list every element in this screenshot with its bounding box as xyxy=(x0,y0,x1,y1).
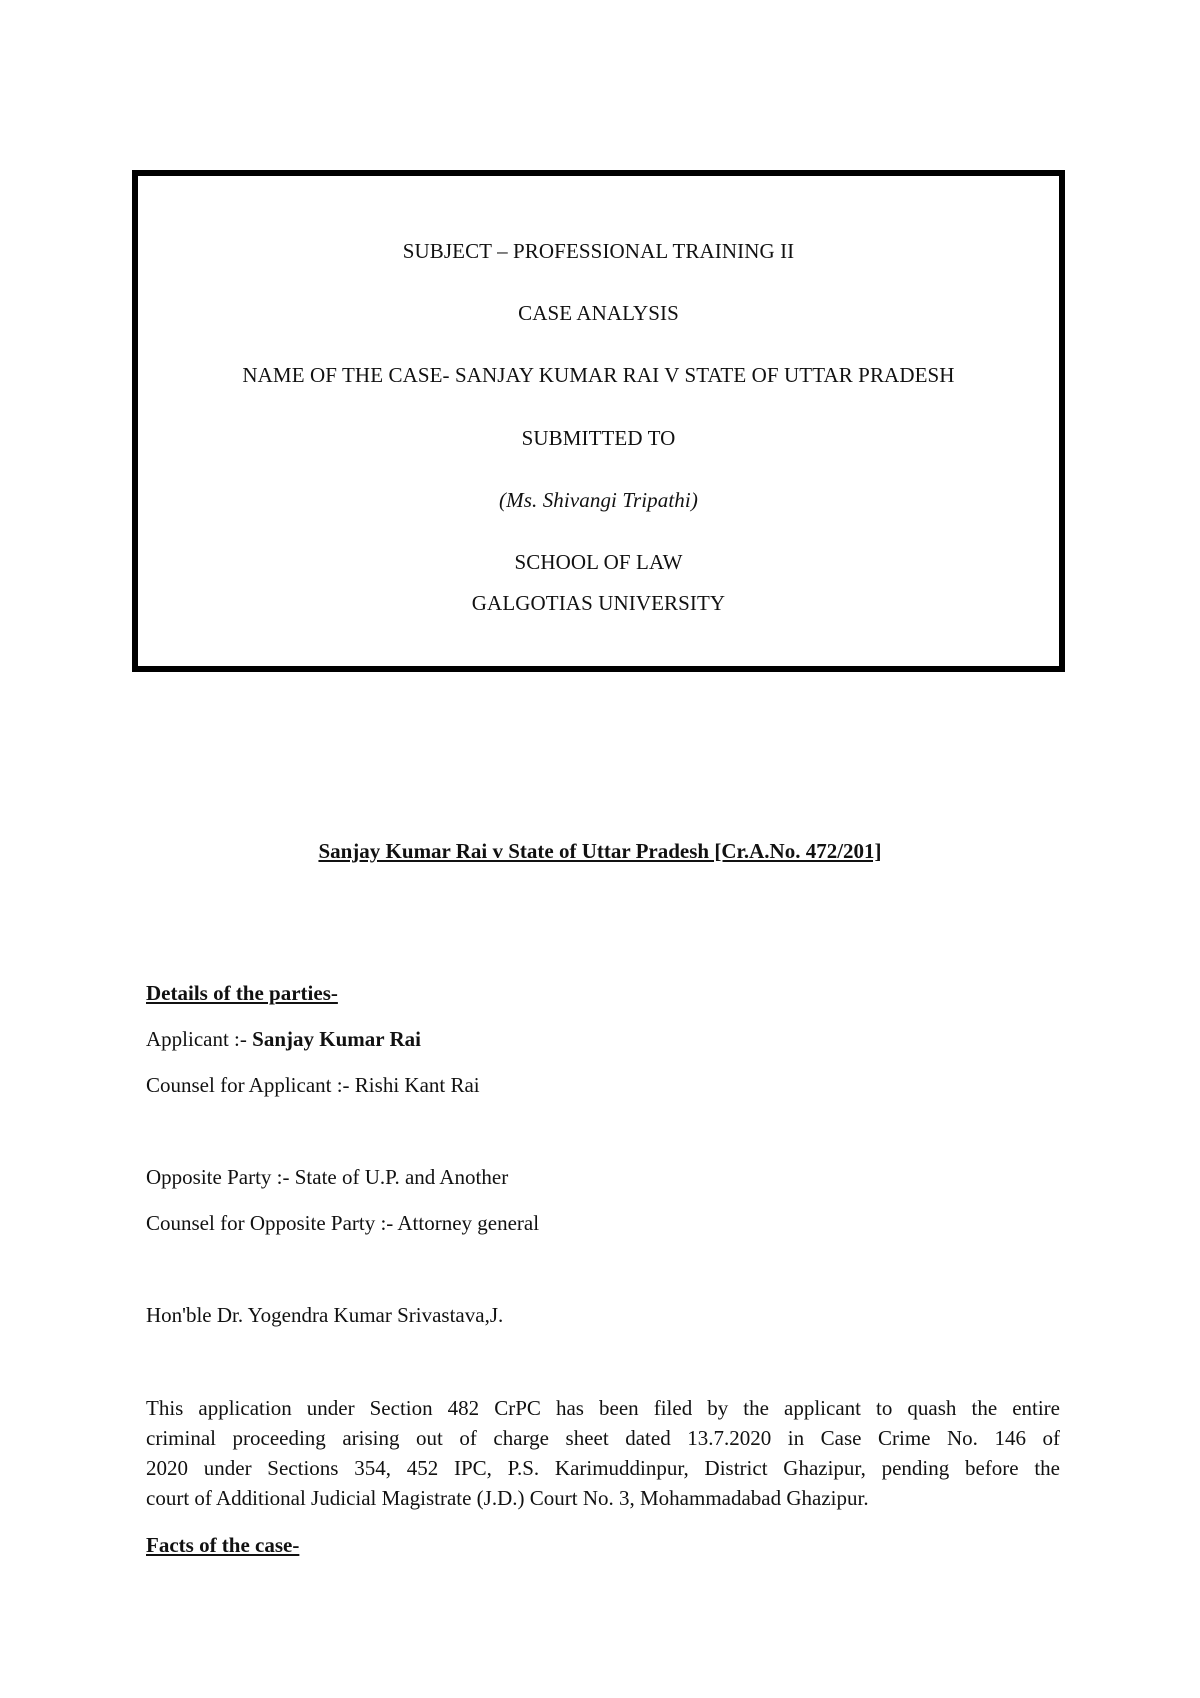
applicant-counsel-line: Counsel for Applicant :- Rishi Kant Rai xyxy=(146,1073,480,1097)
paragraph-line: This application under Section 482 CrPC has been filed by the applicant to quash the entire xyxy=(146,1396,1060,1420)
case-title: Sanjay Kumar Rai v State of Uttar Pradesh [Cr.A.No. 472/201] xyxy=(318,839,882,863)
application-paragraph xyxy=(146,1393,1060,1513)
school-line: SCHOOL OF LAW xyxy=(514,550,683,574)
applicant-name: Sanjay Kumar Rai xyxy=(252,1027,421,1051)
facts-heading: Facts of the case- xyxy=(146,1533,300,1557)
opposite-counsel-line: Counsel for Opposite Party :- Attorney general xyxy=(146,1211,540,1235)
subject-line: SUBJECT – PROFESSIONAL TRAINING II xyxy=(402,239,795,263)
university-line: GALGOTIAS UNIVERSITY xyxy=(471,591,726,615)
opposite-party-line: Opposite Party :- State of U.P. and Another xyxy=(146,1165,509,1189)
parties-heading: Details of the parties- xyxy=(146,981,338,1005)
cover-box xyxy=(132,170,1065,672)
judge-line: Hon'ble Dr. Yogendra Kumar Srivastava,J. xyxy=(146,1303,504,1327)
teacher-name: (Ms. Shivangi Tripathi) xyxy=(499,488,698,512)
doc-type-line: CASE ANALYSIS xyxy=(518,301,679,325)
paragraph-line: court of Additional Judicial Magistrate (J.D.) Court No. 3, Mohammadabad Ghazipur. xyxy=(146,1486,869,1510)
paragraph-line: criminal proceeding arising out of charge sheet dated 13.7.2020 in Case Crime No. 146 of xyxy=(146,1426,1060,1450)
applicant-line xyxy=(146,1026,421,1052)
submitted-to-line: SUBMITTED TO xyxy=(521,426,676,450)
paragraph-line: 2020 under Sections 354, 452 IPC, P.S. Karimuddinpur, District Ghazipur, pending before the xyxy=(146,1456,1060,1480)
case-name-line: NAME OF THE CASE- SANJAY KUMAR RAI V STATE OF UTTAR PRADESH xyxy=(242,363,955,387)
applicant-label: Applicant :- xyxy=(146,1027,253,1051)
